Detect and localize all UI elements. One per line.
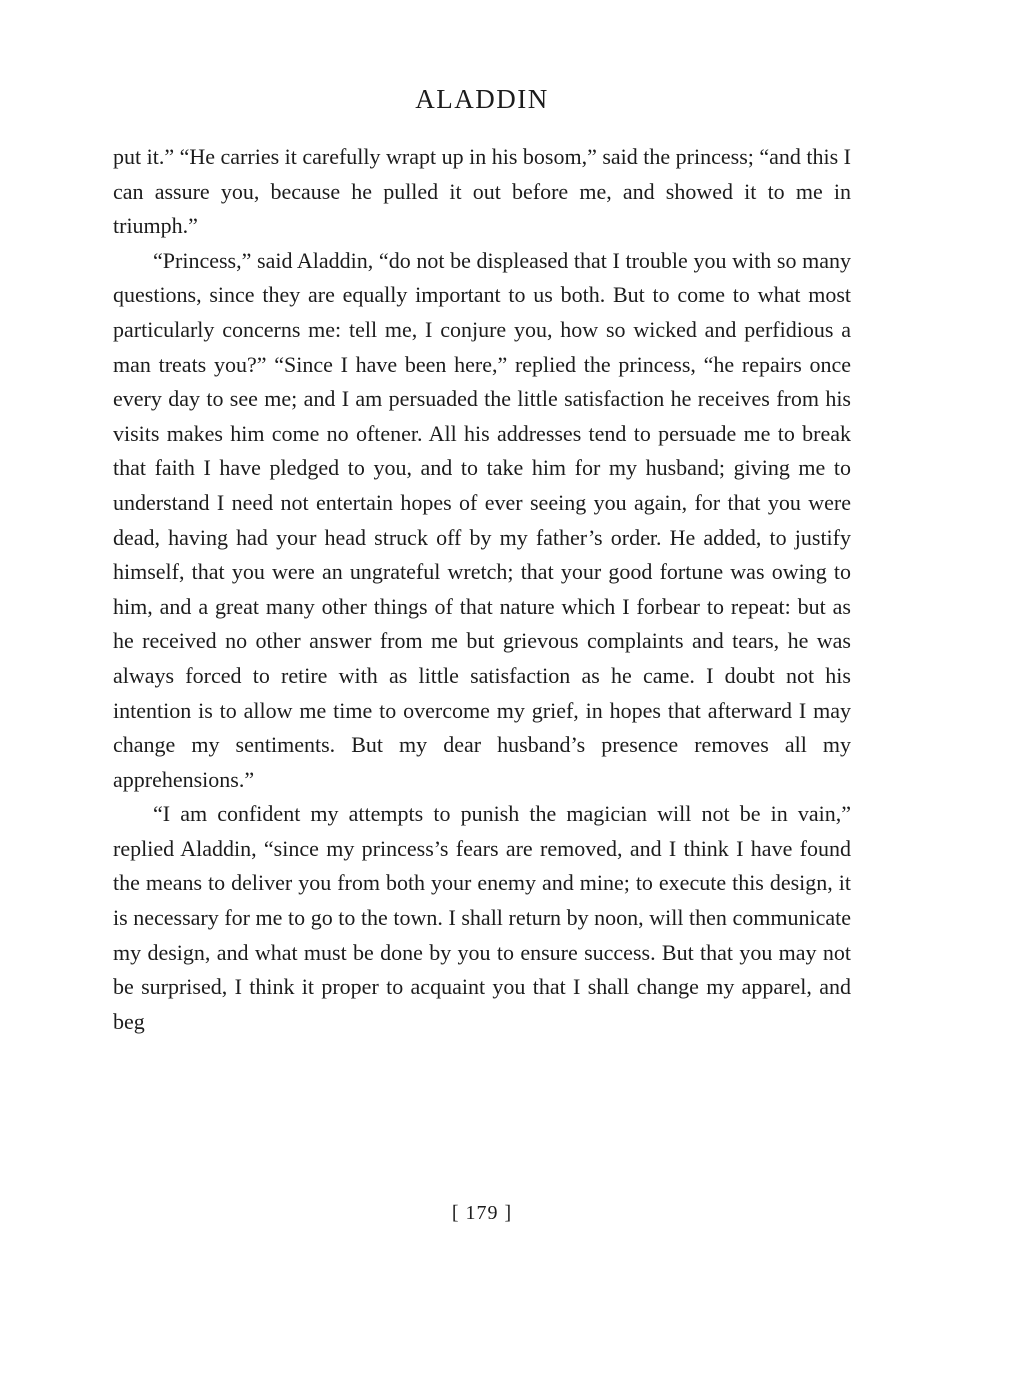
paragraph: “I am confident my attempts to punish the magician will not be in vain,” replied Aladdin, “since my princess’s fears are removed, and I think I have found the means to deliver you from both your enemy and mine; to execute this design, it is necessary for me to go to the town. I shall return by noon, will then communicate my design, and what must be done by you to ensure success. But that you may not be surprised, I think it proper to acquaint you that I shall change my apparel, and beg xyxy=(113,801,851,1034)
page-header: ALADDIN xyxy=(415,84,549,114)
paragraph: “Princess,” said Aladdin, “do not be displeased that I trouble you with so many questions, since they are equally important to us both. But to come to what most particularly concerns me: tell me, I conjure you, how so wicked and perfidious a man treats you?” “Since I have been here,” replied the princess, “he repairs once every day to see me; and I am persuaded the little satisfaction he receives from his visits makes him come no oftener. All his addresses tend to persuade me to break that faith I have pledged to you, and to take him for my husband; giving me to understand I need not entertain hopes of ever seeing you again, for that you were dead, having had your head struck off by my father’s order. He added, to justify himself, that you were an ungrateful wretch; that your good fortune was owing to him, and a great many other things of that nature which I forbear to repeat: but as he received no other answer from me but grievous complaints and tears, he was always forced to retire with as little satisfaction as he came. I doubt not his intention is to allow me time to overcome my grief, in hopes that afterward I may change my sentiments. But my dear husband’s presence removes all my apprehensions.” xyxy=(113,247,851,792)
page-content xyxy=(113,84,851,1039)
paragraph: put it.” “He carries it carefully wrapt up in his bosom,” said the princess; “and this I can assure you, because he pulled it out before me, and showed it to me in triumph.” xyxy=(113,144,852,239)
page-number: [ 179 ] xyxy=(451,1202,513,1224)
